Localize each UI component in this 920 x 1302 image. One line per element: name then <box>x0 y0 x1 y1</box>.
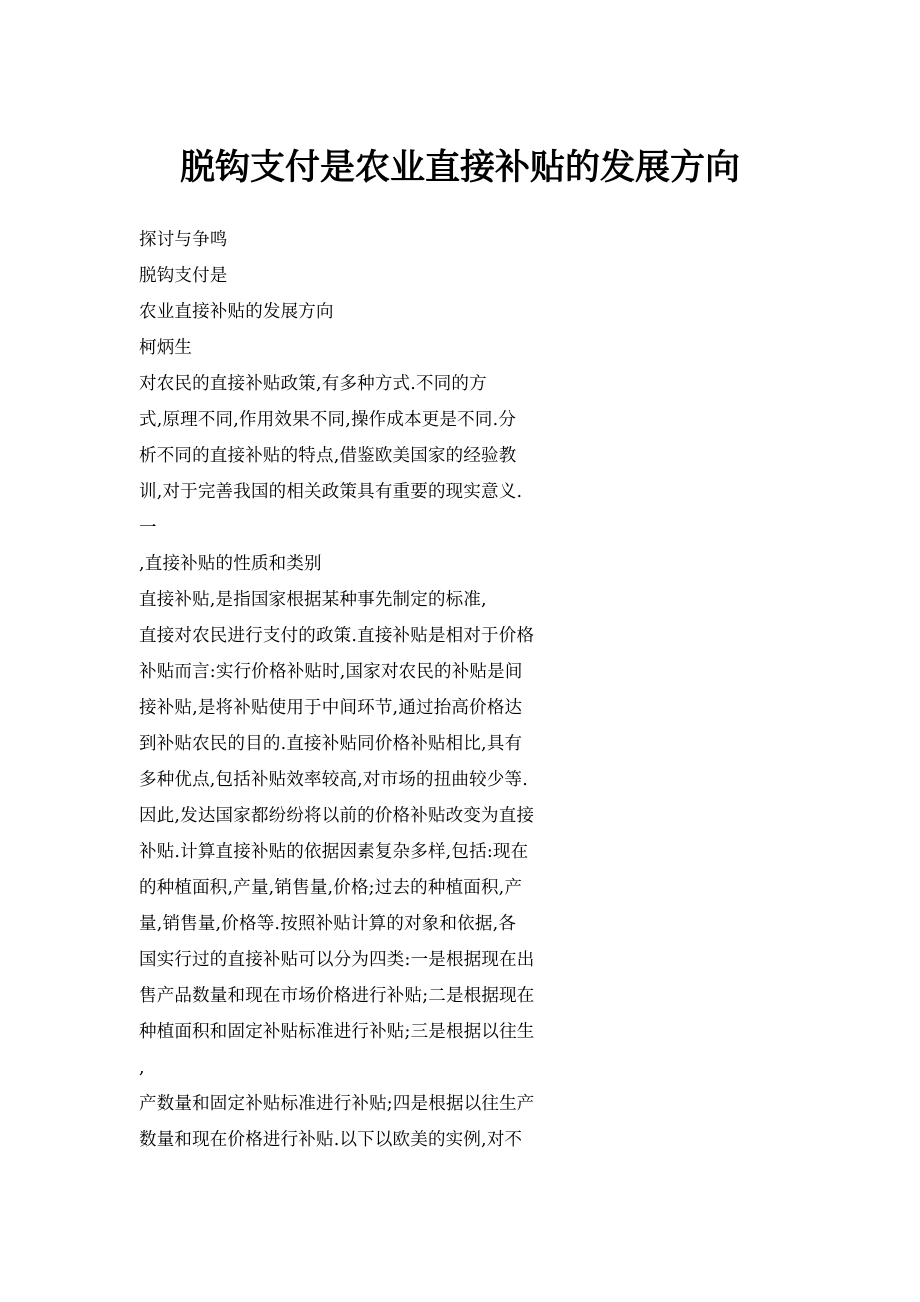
body-text-line: 对农民的直接补贴政策,有多种方式.不同的方 <box>139 374 487 394</box>
document-title: 脱钩支付是农业直接补贴的发展方向 <box>179 147 740 188</box>
body-text-line: 的种植面积,产量,销售量,价格;过去的种植面积,产 <box>139 878 523 898</box>
body-text-line: 数量和现在价格进行补贴.以下以欧美的实例,对不 <box>139 1130 523 1150</box>
body-text-line: 直接补贴,是指国家根据某种事先制定的标准, <box>139 590 487 610</box>
body-text-line: 式,原理不同,作用效果不同,操作成本更是不同.分 <box>139 410 517 430</box>
body-text-line: 售产品数量和现在市场价格进行补贴;二是根据现在 <box>139 986 535 1006</box>
body-text-line: 产数量和固定补贴标准进行补贴;四是根据以往生产 <box>139 1094 535 1114</box>
body-text-line: 种植面积和固定补贴标准进行补贴;三是根据以往生 <box>139 1022 535 1042</box>
section-label: 探讨与争鸣 <box>139 230 228 250</box>
body-text-line: 国实行过的直接补贴可以分为四类:一是根据现在出 <box>139 950 535 970</box>
body-text-line: 因此,发达国家都纷纷将以前的价格补贴改变为直接 <box>139 806 535 826</box>
body-text-line: 析不同的直接补贴的特点,借鉴欧美国家的经验教 <box>139 446 517 466</box>
body-text-line: 量,销售量,价格等.按照补贴计算的对象和依据,各 <box>139 914 517 934</box>
document-body <box>139 226 759 1162</box>
body-text-line: 多种优点,包括补贴效率较高,对市场的扭曲较少等. <box>139 770 528 790</box>
body-text-line: 补贴.计算直接补贴的依据因素复杂多样,包括:现在 <box>139 842 529 862</box>
body-text-line: 到补贴农民的目的.直接补贴同价格补贴相比,具有 <box>139 734 523 754</box>
stray-comma-line: , <box>139 1058 145 1078</box>
section-number: 一 <box>139 518 157 538</box>
body-text-line: 接补贴,是将补贴使用于中间环节,通过抬高价格达 <box>139 698 523 718</box>
body-text-line: 直接对农民进行支付的政策.直接补贴是相对于价格 <box>139 626 535 646</box>
body-text-line: 训,对于完善我国的相关政策具有重要的现实意义. <box>139 482 523 502</box>
article-heading-line-2: 农业直接补贴的发展方向 <box>139 302 334 322</box>
body-text-line: 补贴而言:实行价格补贴时,国家对农民的补贴是间 <box>139 662 523 682</box>
article-heading-line-1: 脱钩支付是 <box>139 266 228 286</box>
author-name: 柯炳生 <box>139 338 193 358</box>
section-heading: ,直接补贴的性质和类别 <box>139 554 322 574</box>
